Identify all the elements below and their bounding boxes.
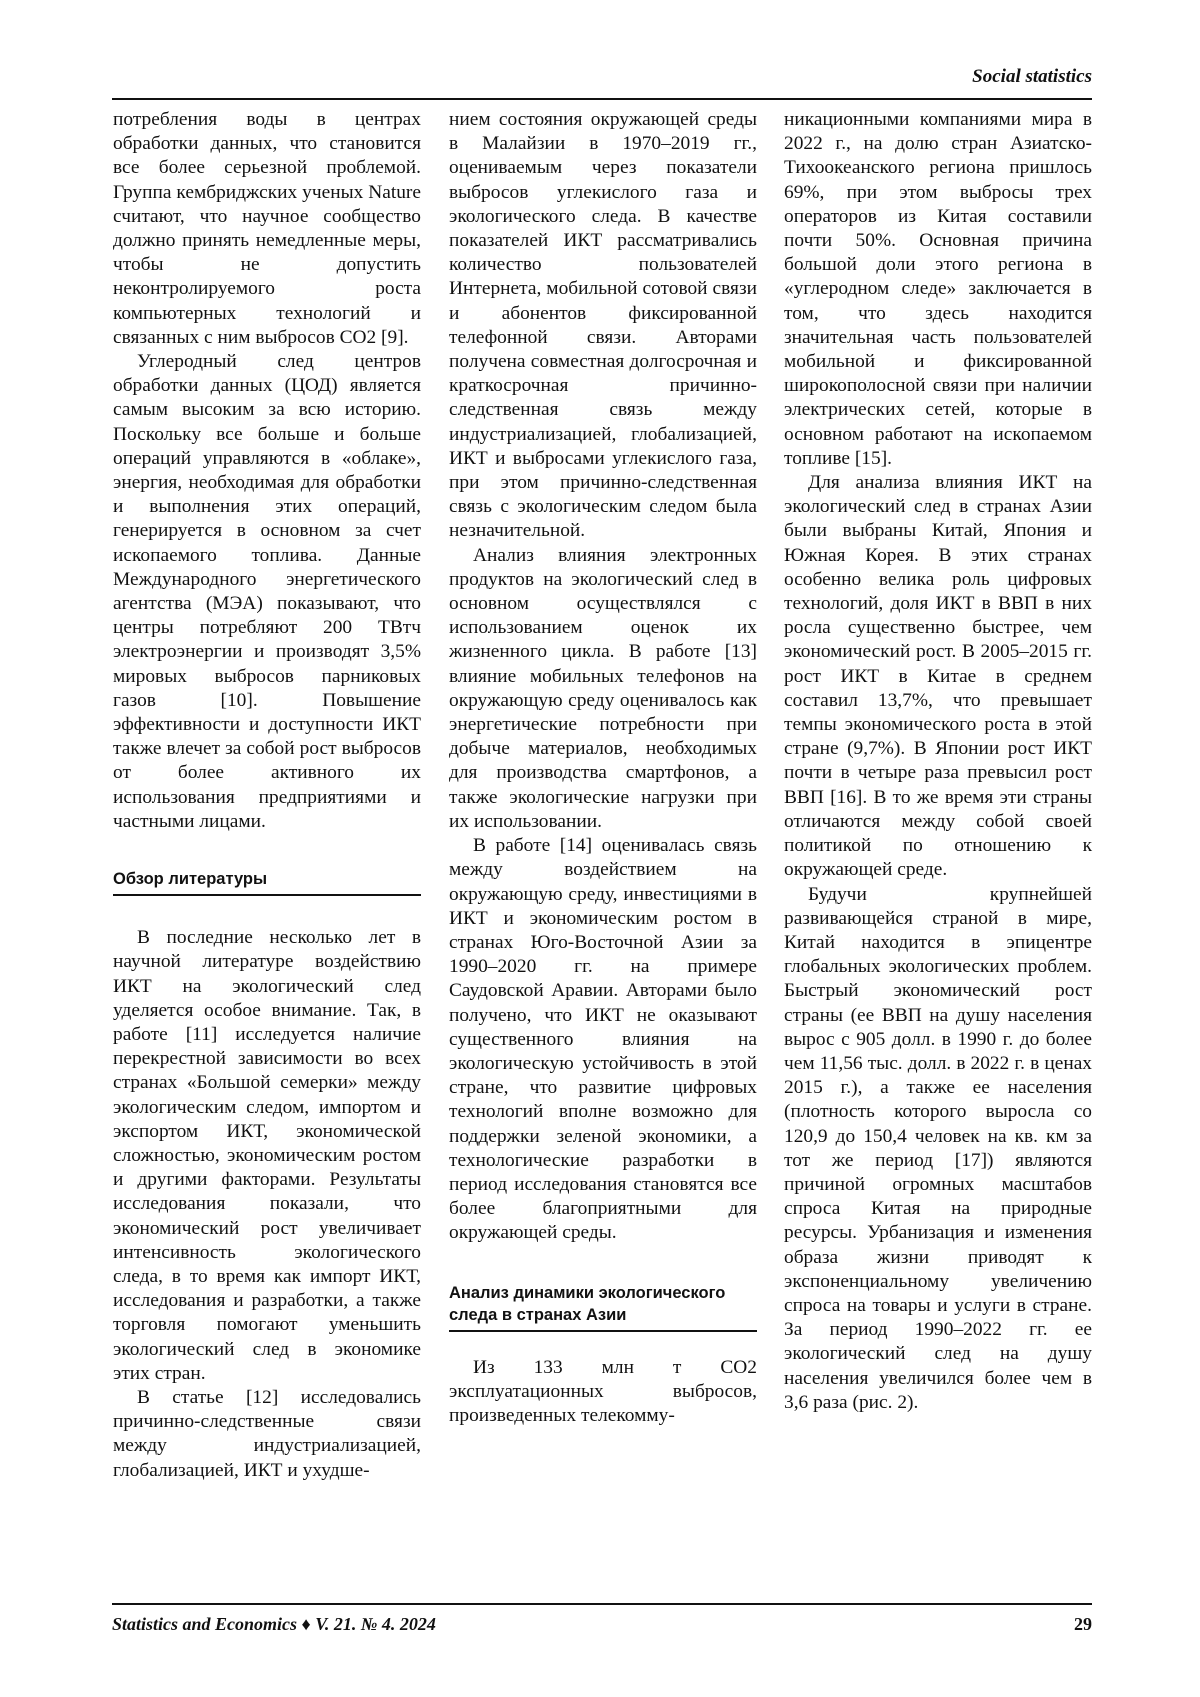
header-rule: [112, 98, 1092, 100]
paragraph: Углеродный след центров обработки данных (ЦОД) является самым высоким за всю историю. Поскольку все больше и больше операций управляются в «облаке», энергия, необходимая для обработки и выполнения этих операций, генерируется в основном за счет ископаемого топлива. Данные Международного энергетического агентства (МЭА) показывают, что центры потребляют 200 ТВтч электроэнергии и производят 3,5% мировых выбросов парниковых газов [10]. Повышение эффективности и доступности ИКТ также влечет за собой рост выбросов от более активного их использования предприятиями и частными лицами.: [113, 351, 421, 832]
footer-rule: [112, 1603, 1092, 1605]
column-1: [113, 108, 421, 1483]
paragraph: Для анализа влияния ИКТ на экологический след в странах Азии были выбраны Китай, Япония и Южная Корея. В этих странах особенно велика роль цифровых технологий, доля ИКТ в ВВП в них росла существенно быстрее, чем экономический рост. В 2005–2015 гг. рост ИКТ в Китае в среднем составил 13,7%, что превышает темпы экономического роста в этой стране (9,7%). В Японии рост ИКТ почти в четыре раза превысил рост ВВП [16]. В то же время эти страны отличаются между собой своей политикой по отношению к окружающей среде.: [784, 472, 1092, 881]
column-2: [449, 108, 757, 1428]
page-number: 29: [1074, 1614, 1092, 1634]
paragraph: потребления воды в центрах обработки данных, что становится все более серьезной проблемой. Группа кембриджских ученых Nature считают, что научное сообщество должно принять немедленные меры, чтобы не допустить неконтролируемого роста компьютерных технологий и связанных с ним выбросов СО2 [9].: [113, 109, 421, 348]
paragraph: В последние несколько лет в научной литературе воздействию ИКТ на экологический след уделяется особое внимание. Так, в работе [11] исследуется наличие перекрестной зависимости во всех странах «Большой семерки» между экологическим следом, импортом и экспортом ИКТ, экономической сложностью, экономическим ростом и другими факторами. Результаты исследования показали, что экономический рост увеличивает интенсивность экологического следа, в то время как импорт ИКТ, исследования и разработки, а также торговля помогают уменьшить экологический след в экономике этих стран.: [113, 927, 421, 1384]
section-heading-asia-analysis: Анализ динамики экологического следа в странах Азии: [449, 1282, 757, 1332]
column-3: [784, 108, 1092, 1415]
paragraph: Из 133 млн т СО2 эксплуатационных выбросов, произведенных телекомму-: [449, 1356, 757, 1426]
section-heading-literature-review: Обзор литературы: [113, 868, 421, 896]
paragraph: Анализ влияния электронных продуктов на экологический след в основном осуществлялся с использованием оценок их жизненного цикла. В работе [13] влияние мобильных телефонов на окружающую среду оценивалось как энергетические потребности при добыче материалов, необходимых для производства смартфонов, а также экологические нагрузки при их использовании.: [449, 544, 757, 832]
journal-citation: Statistics and Economics ♦ V. 21. № 4. 2024: [112, 1614, 436, 1634]
paragraph: нием состояния окружающей среды в Малайзии в 1970–2019 гг., оцениваемым через показатели выбросов углекислого газа и экологического следа. В качестве показателей ИКТ рассматривались количество пользователей Интернета, мобильной сотовой связи и абонентов фиксированной телефонной связи. Авторами получена совместная долгосрочная и краткосрочная причинно-следственная связь между индустриализацией, глобализацией, ИКТ и выбросами углекислого газа, при этом причинно-следственная связь с экологическим следом была незначительной.: [449, 109, 757, 542]
paragraph: никационными компаниями мира в 2022 г., на долю стран Азиатско-Тихоокеанского региона пришлось 69%, при этом выбросы трех операторов из Китая составили почти 50%. Основная причина большой доли этого региона в «углеродном следе» заключается в том, что здесь находится значительная часть пользователей мобильной и фиксированной широкополосной связи при наличии электрических сетей, которые в основном работают на ископаемом топливе [15].: [784, 109, 1092, 469]
paragraph: В статье [12] исследовались причинно-следственные связи между индустриализацией, глобализацией, ИКТ и ухудше-: [113, 1386, 421, 1481]
paragraph: Будучи крупнейшей развивающейся страной в мире, Китай находится в эпицентре глобальных экологических проблем. Быстрый экономический рост страны (ее ВВП на душу населения вырос с 905 долл. в 1990 г. до более чем 11,56 тыс. долл. в 2022 г. в ценах 2015 г.), а также ее населения (плотность которого выросла со 120,9 до 150,4 человек на кв. км за тот же период [17]) являются причиной огромных масштабов спроса Китая на природные ресурсы. Урбанизация и изменения образа жизни приводят к экспоненциальному увеличению спроса на товары и услуги в стране. За период 1990–2022 гг. ее экологический след на душу населения увеличился более чем в 3,6 раза (рис. 2).: [784, 883, 1092, 1413]
running-title: Social statistics: [972, 66, 1092, 87]
paragraph: В работе [14] оценивалась связь между воздействием на окружающую среду, инвестициями в ИКТ и экономическим ростом в странах Юго-Восточной Азии за 1990–2020 гг. на примере Саудовской Аравии. Авторами было получено, что ИКТ не оказывают существенного влияния на экологическую устойчивость в этой стране, что развитие цифровых технологий вполне возможно для поддержки зеленой экономики, а технологические разработки в период исследования становятся все более благоприятными для окружающей среды.: [449, 835, 757, 1244]
